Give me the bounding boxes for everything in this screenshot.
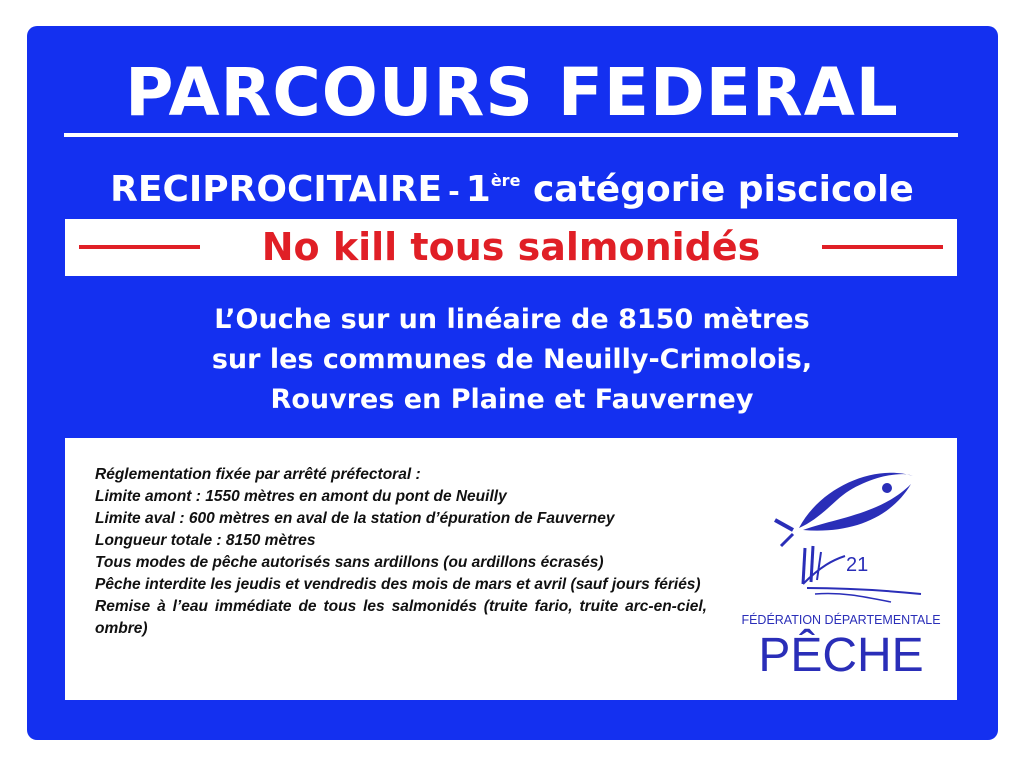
federation-logo — [741, 456, 941, 686]
regulation-item: Longueur totale : 8150 mètres — [95, 532, 316, 549]
regulation-item: Pêche interdite les jeudis et vendredis des mois de mars et avril (sauf jours fériés) — [95, 576, 701, 593]
no-kill-text: No kill tous salmonidés — [261, 225, 761, 269]
location-line-3: Rouvres en Plaine et Fauverney — [270, 384, 754, 415]
location-line-1: L’Ouche sur un linéaire de 8150 mètres — [214, 304, 810, 335]
logo-federation-label: FÉDÉRATION DÉPARTEMENTALE — [741, 613, 941, 627]
regulations-heading: Réglementation fixée par arrêté préfectoral : — [95, 466, 421, 483]
regulations-text — [95, 464, 707, 640]
location-line-2: sur les communes de Neuilly-Crimolois, — [211, 344, 813, 375]
regulation-item: Limite aval : 600 mètres en aval de la station d’épuration de Fauverney — [95, 510, 615, 527]
logo-department-number: 21 — [846, 554, 869, 576]
title-underline — [64, 133, 958, 137]
subtitle-main: RECIPROCITAIRE — [110, 169, 443, 210]
location-description — [0, 300, 1024, 420]
subtitle-ordinal: 1 — [465, 169, 491, 210]
logo-peche-wordmark: PÊCHE — [758, 629, 924, 682]
no-kill-banner — [65, 219, 957, 276]
regulation-item: Remise à l’eau immédiate de tous les salmonidés (truite fario, truite arc-en-ciel, ombre) — [95, 598, 707, 637]
subtitle-ordinal-suffix: ère — [490, 171, 521, 190]
banner-line-right — [822, 245, 943, 249]
regulations-panel — [65, 438, 957, 700]
subtitle — [0, 157, 1024, 216]
regulation-item: Limite amont : 1550 mètres en amont du pont de Neuilly — [95, 488, 507, 505]
subtitle-dash: - — [448, 175, 460, 208]
fish-icon — [741, 456, 941, 616]
page-title: PARCOURS FEDERAL — [125, 54, 899, 131]
subtitle-category: catégorie piscicole — [532, 169, 914, 210]
regulation-item: Tous modes de pêche autorisés sans ardillons (ou ardillons écrasés) — [95, 554, 604, 571]
